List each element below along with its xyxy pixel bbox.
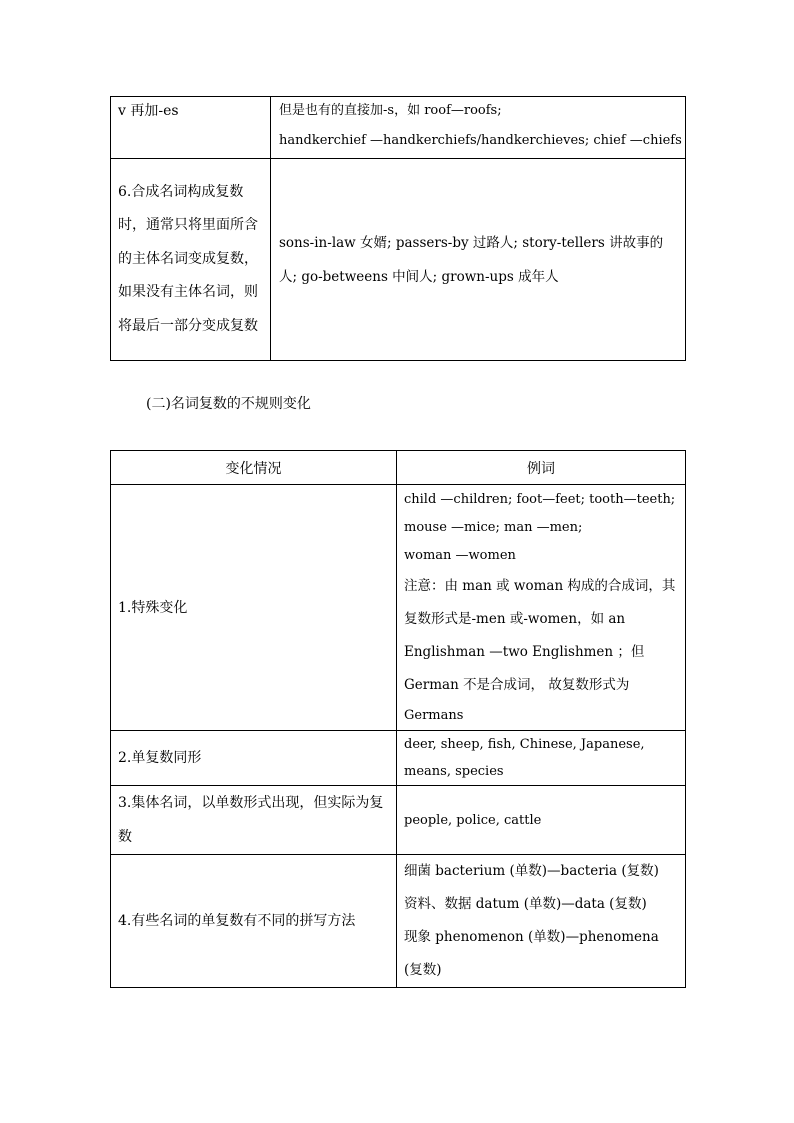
table-cell	[111, 159, 271, 361]
example-text: (复数)	[404, 962, 442, 978]
table-row	[111, 159, 686, 361]
note-text: 注意：由 man 或 woman 构成的合成词，其复数形式是-men 或-women，如 an Englishman —two Englishmen ；但 German 不是合成词， 故复数形式为	[404, 577, 676, 693]
example-text: 资料、数据 datum (单数)—data (复数)	[404, 896, 647, 912]
table-row	[111, 485, 686, 731]
column-header: 变化情况	[111, 451, 397, 485]
rule-text: 6.合成名词构成复数时，通常只将里面所含的主体名词变成复数，如果没有主体名词，则将最后一部分变成复数	[118, 183, 258, 334]
table-cell	[111, 731, 397, 786]
table-cell	[397, 786, 686, 855]
table-header-row	[111, 451, 686, 485]
table-cell	[271, 97, 686, 159]
example-text: people, police, cattle	[404, 812, 542, 828]
noun-plural-table-2	[110, 450, 686, 988]
case-text: 2.单复数同形	[118, 750, 202, 766]
table-row	[111, 786, 686, 855]
example-text: handkerchief —handkerchiefs/handkerchieves; chief —chiefs	[279, 133, 682, 148]
table-cell	[111, 485, 397, 731]
case-text: 3.集体名词，以单数形式出现，但实际为复数	[118, 795, 384, 845]
table-cell	[111, 97, 271, 159]
example-text: means, species	[404, 764, 504, 779]
example-text: child —children; foot—feet; tooth—teeth;	[404, 491, 676, 507]
table-cell	[397, 731, 686, 786]
example-text: woman —women	[404, 547, 516, 563]
column-header: 例词	[397, 451, 686, 485]
example-text: deer, sheep, fish, Chinese, Japanese,	[404, 737, 645, 752]
example-text: mouse —mice; man —men;	[404, 519, 583, 535]
table-cell	[397, 855, 686, 988]
table-cell	[111, 855, 397, 988]
table-cell	[271, 159, 686, 361]
example-text: 细菌 bacterium (单数)—bacteria (复数)	[404, 863, 659, 879]
example-text: sons-in-law 女婿; passers-by 过路人; story-tellers 讲故事的人; go-betweens 中间人; grown-ups 成年人	[279, 234, 664, 285]
case-text: 1.特殊变化	[118, 599, 188, 616]
example-text: 但是也有的直接加-s，如 roof—roofs;	[279, 103, 502, 118]
table-cell	[397, 485, 686, 731]
example-text: Germans	[404, 707, 464, 723]
noun-plural-table-1	[110, 96, 686, 361]
table-row	[111, 97, 686, 159]
rule-text: v 再加-es	[118, 103, 179, 119]
example-text: 现象 phenomenon (单数)—phenomena	[404, 929, 659, 945]
table-row	[111, 855, 686, 988]
table-cell	[111, 786, 397, 855]
section-heading: (二)名词复数的不规则变化	[146, 396, 311, 412]
table-row	[111, 731, 686, 786]
case-text: 4.有些名词的单复数有不同的拼写方法	[118, 913, 356, 929]
